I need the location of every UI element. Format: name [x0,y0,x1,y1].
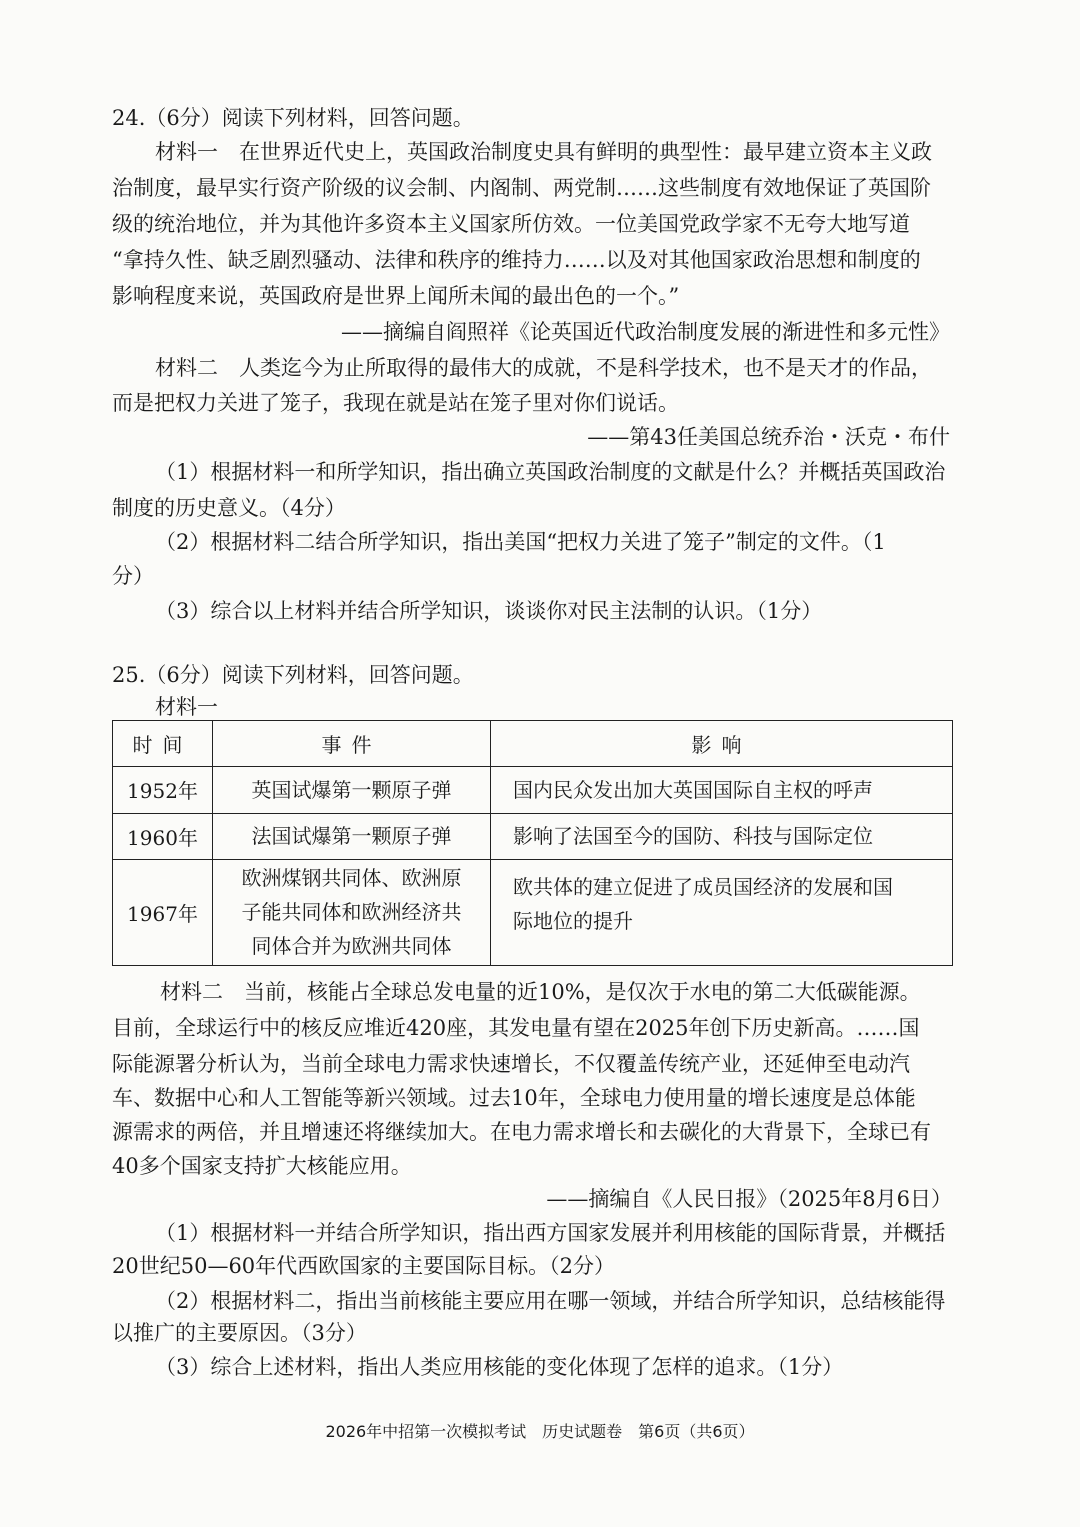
q24-heading: 24.（6分）阅读下列材料，回答问题。 [112,106,474,130]
event-line: 欧洲煤钢共同体、欧洲原 [241,866,462,891]
q24-subquestion-2-cont: 分） [112,564,154,588]
q24-subquestion-1-cont: 制度的历史意义。（4分） [112,496,346,520]
q24-material2-line: 材料二 人类迄今为止所取得的最伟大的成就，不是科学技术，也不是天才的作品， [155,356,932,380]
impact-line: 国内民众发出加大英国国际自主权的呼声 [513,777,873,802]
q24-subquestion-1: （1）根据材料一和所学知识，指出确立英国政治制度的文献是什么？并概括英国政治 [155,460,946,484]
impact-line: 际地位的提升 [513,908,633,933]
row-impact [491,767,953,813]
q25-events-table [112,720,953,966]
table-row [113,859,953,965]
q25-material2-line: 源需求的两倍，并且增速还将继续加大。在电力需求增长和去碳化的大背景下，全球已有 [112,1120,931,1144]
impact-line: 影响了法国至今的国防、科技与国际定位 [513,824,873,849]
q24-subquestion-2: （2）根据材料二结合所学知识，指出美国“把权力关进了笼子”制定的文件。（1 [155,530,886,554]
event-line: 法国试爆第一颗原子弹 [251,824,452,849]
q24-material1-line: 治制度，最早实行资产阶级的议会制、内阁制、两党制……这些制度有效地保证了英国阶 [112,176,931,200]
q24-material1-line: 级的统治地位，并为其他许多资本主义国家所仿效。一位美国党政学家不无夸大地写道 [112,212,910,236]
q24-material1-line: “拿持久性、缺乏剧烈骚动、法律和秩序的维持力……以及对其他国家政治思想和制度的 [112,248,921,272]
table-row [113,767,953,813]
q25-subquestion-1-cont: 20世纪50—60年代西欧国家的主要国际目标。（2分） [112,1254,616,1278]
event-line: 同体合并为欧洲共同体 [251,934,452,959]
row-event [213,813,491,859]
table-row [113,813,953,859]
row-impact [491,859,953,965]
q25-material2-line: 车、数据中心和人工智能等新兴领域。过去10年，全球电力使用量的增长速度是总体能 [112,1086,916,1110]
page-footer: 2026年中招第一次模拟考试 历史试题卷 第6页（共6页） [325,1422,755,1441]
event-line: 子能共同体和欧洲经济共 [241,900,462,925]
q25-subquestion-3: （3）综合上述材料，指出人类应用核能的变化体现了怎样的追求。（1分） [155,1355,844,1379]
q24-subquestion-3: （3）综合以上材料并结合所学知识，谈谈你对民主法制的认识。（1分） [155,599,823,623]
row-year: 1952年 [113,767,213,813]
q25-material2-line: 40多个国家支持扩大核能应用。 [112,1154,412,1178]
q25-material2-line: 材料二 当前，核能占全球总发电量的近10%，是仅次于水电的第二大低碳能源。 [160,980,921,1004]
impact-line: 欧共体的建立促进了成员国经济的发展和国 [513,874,893,899]
row-impact [491,813,953,859]
q25-material2-line: 目前，全球运行中的核反应堆近420座，其发电量有望在2025年创下历史新高。……国 [112,1016,920,1040]
q25-heading: 25.（6分）阅读下列材料，回答问题。 [112,663,474,687]
row-event [213,767,491,813]
q25-material1-label: 材料一 [155,695,218,719]
header-event: 事件 [213,721,491,767]
q25-subquestion-2-cont: 以推广的主要原因。（3分） [112,1321,367,1345]
q24-material1-line: 材料一 在世界近代史上，英国政治制度史具有鲜明的典型性：最早建立资本主义政 [155,140,932,164]
q24-material2-source: ——第43任美国总统乔治・沃克・布什 [587,425,950,449]
row-year: 1960年 [113,813,213,859]
q24-material1-source: ——摘编自阎照祥《论英国近代政治制度发展的渐进性和多元性》 [341,320,950,344]
q25-material2-line: 际能源署分析认为，当前全球电力需求快速增长，不仅覆盖传统产业，还延伸至电动汽 [112,1052,910,1076]
q25-subquestion-1: （1）根据材料一并结合所学知识，指出西方国家发展并利用核能的国际背景，并概括 [155,1221,946,1245]
q25-material2-source: ——摘编自《人民日报》（2025年8月6日） [546,1187,952,1211]
header-impact: 影响 [491,721,953,767]
q25-subquestion-2: （2）根据材料二，指出当前核能主要应用在哪一领域，并结合所学知识，总结核能得 [155,1289,946,1313]
row-event [213,859,491,965]
event-line: 英国试爆第一颗原子弹 [251,777,452,802]
row-year: 1967年 [113,859,213,965]
q24-material2-line: 而是把权力关进了笼子，我现在就是站在笼子里对你们说话。 [112,391,679,415]
q24-material1-line: 影响程度来说，英国政府是世界上闻所未闻的最出色的一个。” [112,284,680,308]
header-time: 时间 [113,721,213,767]
table-header-row [113,721,953,767]
